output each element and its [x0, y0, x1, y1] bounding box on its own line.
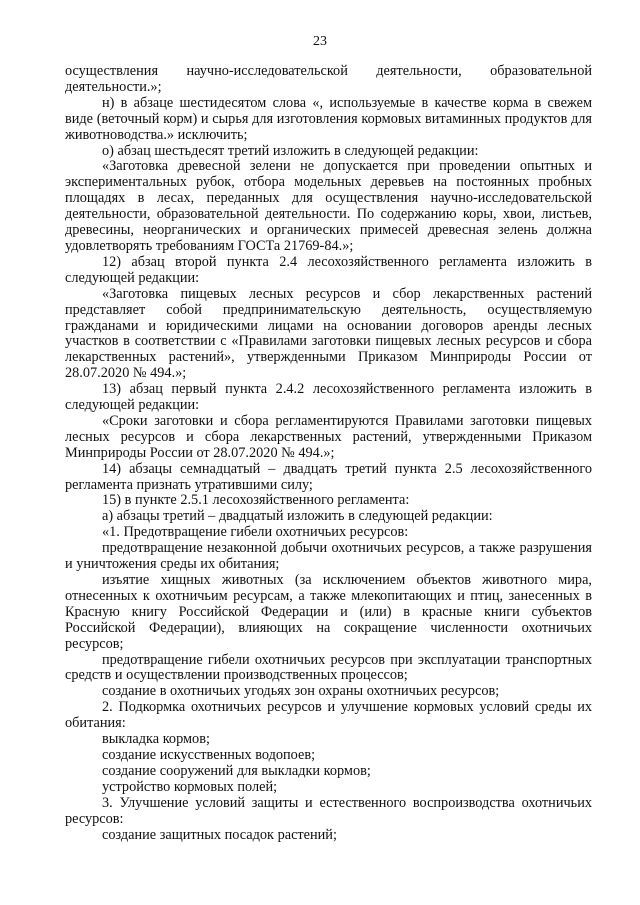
paragraph: 14) абзацы семнадцатый – двадцать третий пункта 2.5 лесохозяйственного регламента признать утратившими силу;: [65, 460, 592, 493]
paragraph: 3. Улучшение условий защиты и естественного воспроизводства охотничьих ресурсов:: [65, 794, 592, 827]
paragraph: 15) в пункте 2.5.1 лесохозяйственного регламента:: [102, 492, 410, 509]
paragraph: создание в охотничьих угодьях зон охраны охотничьих ресурсов;: [102, 683, 500, 700]
paragraph: создание искусственных водопоев;: [102, 746, 316, 763]
paragraph: предотвращение незаконной добычи охотничьих ресурсов, а также разрушения и уничтожения среды их обитания;: [65, 540, 592, 573]
page-number: 23: [313, 34, 327, 49]
paragraph: устройство кормовых полей;: [102, 778, 278, 795]
paragraph: осуществления научно-исследовательской деятельности, образовательной деятельности.»;: [65, 63, 592, 95]
paragraph: н) в абзаце шестидесятом слова «, используемые в качестве корма в свежем виде (веточный корм) и сырья для изготовления кормовых витаминных продуктов для животноводства.» исключить;: [65, 94, 592, 143]
paragraph: 13) абзац первый пункта 2.4.2 лесохозяйственного регламента изложить в следующей редакции:: [65, 381, 592, 414]
paragraph: «1. Предотвращение гибели охотничьих ресурсов:: [102, 524, 409, 541]
paragraph: предотвращение гибели охотничьих ресурсов при эксплуатации транспортных средств и осуществлении производственных процессов;: [65, 651, 592, 684]
paragraph: 2. Подкормка охотничьих ресурсов и улучшение кормовых условий среды их обитания:: [65, 699, 592, 732]
paragraph: а) абзацы третий – двадцатый изложить в следующей редакции:: [102, 508, 493, 525]
paragraph: создание защитных посадок растений;: [102, 826, 337, 843]
paragraph: «Сроки заготовки и сбора регламентируются Правилами заготовки пищевых лесных ресурсов и сбора лекарственных растений, утвержденными Приказом Минприроды России от 28.07.2020 № 494.»;: [65, 412, 592, 461]
paragraph: создание сооружений для выкладки кормов;: [102, 762, 371, 779]
document-body: [65, 64, 592, 843]
paragraph: 12) абзац второй пункта 2.4 лесохозяйственного регламента изложить в следующей редакции:: [65, 253, 592, 286]
paragraph: «Заготовка древесной зелени не допускается при проведении опытных и экспериментальных рубок, отбора модельных деревьев на постоянных пробных площадях в лесах, переданных для осуществления научно-исследовательской деятельности, образовательной деятельности. По содержанию коры, хвои, листьев, древесины, неорганических и органических примесей древесная зелень должна удовлетворять требованиям ГОСТа 21769-84.»;: [65, 158, 592, 254]
paragraph: «Заготовка пищевых лесных ресурсов и сбор лекарственных растений представляет собой предпринимательскую деятельность, осуществляемую гражданами и юридическими лицами на основании договоров аренды лесных участков в соответствии с «Правилами заготовки пищевых лесных ресурсов и сбора лекарственных растений», утвержденными Приказом Минприроды России от 28.07.2020 № 494.»;: [65, 285, 592, 382]
paragraph: выкладка кормов;: [102, 731, 210, 748]
paragraph: о) абзац шестьдесят третий изложить в следующей редакции:: [102, 142, 479, 159]
paragraph: изъятие хищных животных (за исключением объектов животного мира, отнесенных к охотничьим ресурсам, а также млекопитающих и птиц, занесенных в Красную книгу Российской Федерации и (или) в красные книги субъектов Российской Федерации), влияющих на сокращение численности охотничьих ресурсов;: [65, 572, 592, 652]
